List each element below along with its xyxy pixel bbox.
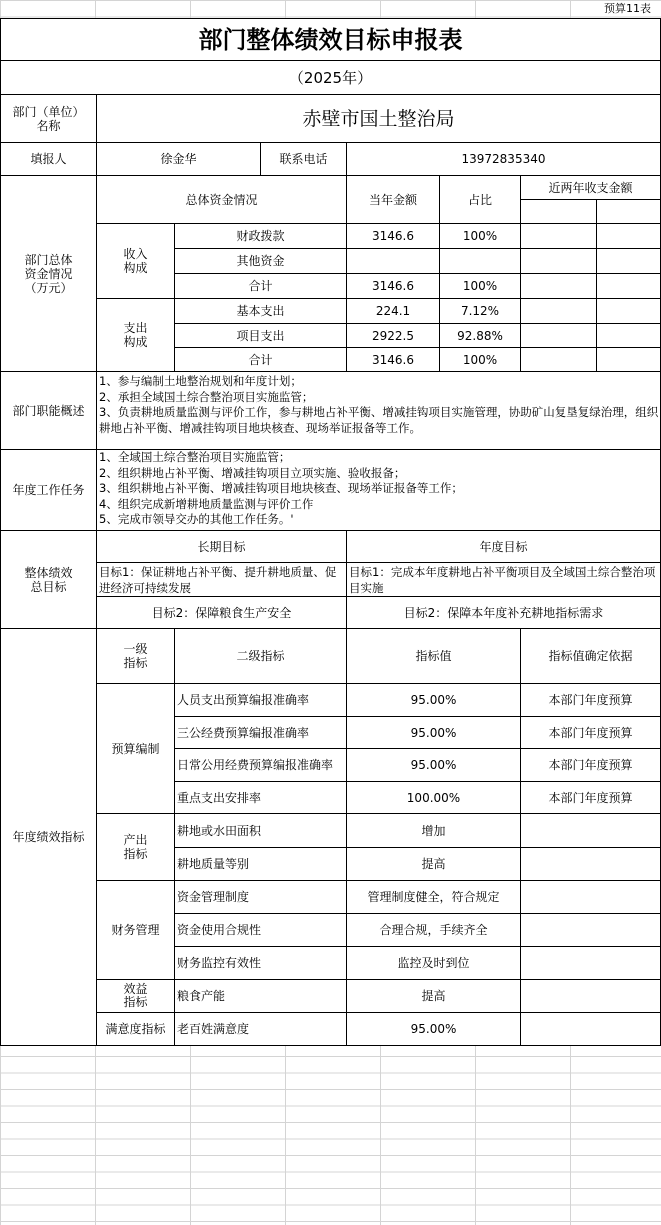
indicator-name: 三公经费预算编报准确率 [174,716,347,749]
duties-label: 部门职能概述 [0,371,97,450]
indicator-value: 95.00% [346,1012,521,1046]
expense-row-recent-2 [596,298,661,324]
expense-row-name: 合计 [174,347,347,372]
year-goal-2: 目标2：保障本年度补充耕地指标需求 [346,596,661,629]
indicator-value: 提高 [346,847,521,881]
indicator-value: 合理合规，手续齐全 [346,913,521,947]
income-row-amount: 3146.6 [346,223,440,249]
indicator-name: 日常公用经费预算编报准确率 [174,748,347,782]
long-goal-1: 目标1：保证耕地占补平衡、提升耕地质量、促进经济可持续发展 [96,562,347,597]
filler-name: 徐金华 [96,142,261,176]
expense-row-recent-2 [596,323,661,348]
expense-row-name: 基本支出 [174,298,347,324]
indicator-name: 耕地或水田面积 [174,813,347,848]
indicator-group-satisfaction: 满意度指标 [96,1012,175,1046]
funds-recent-year-2 [596,199,661,224]
funds-col-overall: 总体资金情况 [96,175,347,224]
expense-row-recent-1 [520,298,597,324]
income-row-ratio: 100% [439,273,521,299]
indicator-group-finance: 财务管理 [96,880,175,980]
indicator-name: 老百姓满意度 [174,1012,347,1046]
income-row-ratio: 100% [439,223,521,249]
indicator-basis [520,847,661,881]
expense-row-recent-2 [596,347,661,372]
indicator-basis: 本部门年度预算 [520,748,661,782]
funds-recent-year-1 [520,199,597,224]
indicator-header-level2: 二级指标 [174,628,347,684]
indicator-basis [520,913,661,947]
indicator-name: 粮食产能 [174,979,347,1013]
indicator-basis [520,880,661,914]
income-row-recent-1 [520,273,597,299]
indicator-name: 资金使用合规性 [174,913,347,947]
expense-row-name: 项目支出 [174,323,347,348]
indicator-value: 增加 [346,813,521,848]
indicator-name: 重点支出安排率 [174,781,347,814]
indicator-value: 95.00% [346,683,521,717]
phone-label: 联系电话 [260,142,347,176]
indicator-name: 财务监控有效性 [174,946,347,980]
indicator-name: 耕地质量等别 [174,847,347,881]
indicator-basis: 本部门年度预算 [520,716,661,749]
income-row-name: 其他资金 [174,248,347,274]
income-row-recent-1 [520,248,597,274]
income-row-name: 财政拨款 [174,223,347,249]
income-row-amount: 3146.6 [346,273,440,299]
indicator-value: 监控及时到位 [346,946,521,980]
indicator-basis: 本部门年度预算 [520,683,661,717]
indicator-value: 95.00% [346,716,521,749]
indicator-value: 管理制度健全，符合规定 [346,880,521,914]
page-title: 部门整体绩效目标申报表 [0,18,661,60]
expense-row-ratio: 7.12% [439,298,521,324]
expense-row-recent-1 [520,347,597,372]
dept-label: 部门（单位） 名称 [0,94,97,143]
indicator-basis: 本部门年度预算 [520,781,661,814]
form-code: 预算11表 [604,2,651,15]
funds-col-current: 当年金额 [346,175,440,224]
goals-label: 整体绩效 总目标 [0,530,97,629]
indicator-basis [520,813,661,848]
indicator-header-value: 指标值 [346,628,521,684]
expense-row-amount: 224.1 [346,298,440,324]
expense-row-recent-1 [520,323,597,348]
indicator-value: 提高 [346,979,521,1013]
phone-value: 13972835340 [346,142,661,176]
income-label: 收入 构成 [96,223,175,299]
expense-row-ratio: 92.88% [439,323,521,348]
long-goal-header: 长期目标 [96,530,347,563]
indicator-basis [520,946,661,980]
dept-name: 赤壁市国土整治局 [96,94,661,143]
income-row-amount [346,248,440,274]
income-row-name: 合计 [174,273,347,299]
income-row-recent-2 [596,248,661,274]
year-goal-header: 年度目标 [346,530,661,563]
indicator-name: 人员支出预算编报准确率 [174,683,347,717]
tasks-text: 1、全域国土综合整治项目实施监管； 2、组织耕地占补平衡、增减挂钩项目立项实施、验收报备； 3、组织耕地占补平衡、增减挂钩项目地块核查、现场举证报备等工作； 4、组织完成新增耕地质量监测与评价工作 5、完成市领导交办的其他工作任务。' [96,449,661,531]
indicator-value: 100.00% [346,781,521,814]
year-goal-1: 目标1：完成本年度耕地占补平衡项目及全域国土综合整治项目实施 [346,562,661,597]
indicator-value: 95.00% [346,748,521,782]
year-label: （2025年） [0,60,661,94]
funds-section-label: 部门总体 资金情况 （万元） [0,175,97,372]
indicator-basis [520,1012,661,1046]
long-goal-2: 目标2：保障粮食生产安全 [96,596,347,629]
duties-text: 1、参与编制土地整治规划和年度计划； 2、承担全域国土综合整治项目实施监管； 3、负责耕地质量监测与评价工作，参与耕地占补平衡、增减挂钩项目实施管理，协助矿山复垦复绿治理，组织耕地占补平衡、增减挂钩项目地块核查、现场举证报备等工作。 [96,371,661,450]
funds-col-ratio: 占比 [439,175,521,224]
expense-label: 支出 构成 [96,298,175,372]
indicator-header-basis: 指标值确定依据 [520,628,661,684]
indicator-name: 资金管理制度 [174,880,347,914]
expense-row-ratio: 100% [439,347,521,372]
indicator-header-level1: 一级 指标 [96,628,175,684]
expense-row-amount: 2922.5 [346,323,440,348]
tasks-label: 年度工作任务 [0,449,97,531]
income-row-ratio [439,248,521,274]
indicator-basis [520,979,661,1013]
indicator-group-budget: 预算编制 [96,683,175,814]
income-row-recent-2 [596,223,661,249]
funds-col-recent: 近两年收支金额 [520,175,661,200]
indicator-group-benefit: 效益 指标 [96,979,175,1013]
indicators-label: 年度绩效指标 [0,628,97,1046]
income-row-recent-1 [520,223,597,249]
expense-row-amount: 3146.6 [346,347,440,372]
filler-label: 填报人 [0,142,97,176]
income-row-recent-2 [596,273,661,299]
indicator-group-output: 产出 指标 [96,813,175,881]
